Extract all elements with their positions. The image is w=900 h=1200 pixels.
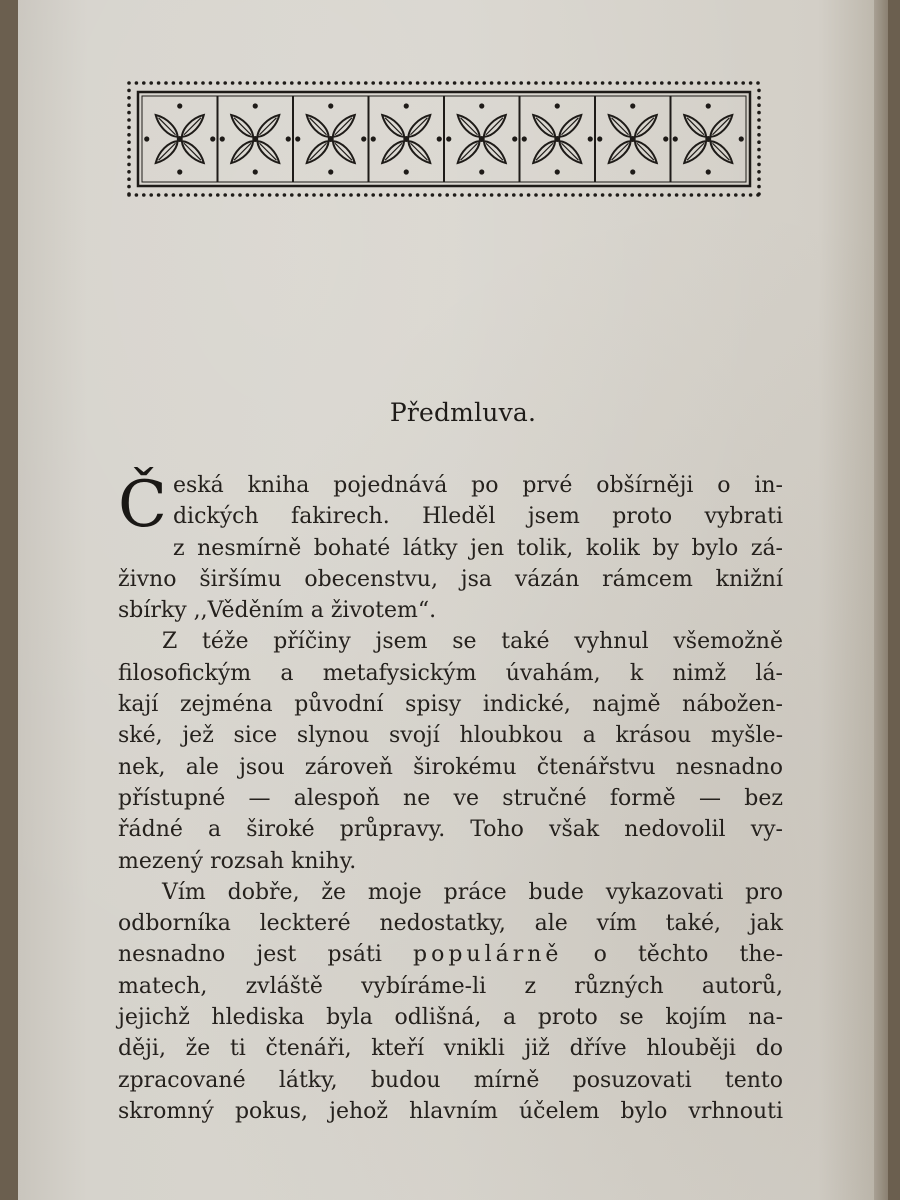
book-page — [18, 0, 888, 1200]
text-line: mezený rozsah knihy. — [118, 848, 357, 874]
ornamental-header-border — [126, 80, 762, 198]
text-line: odborníka leckteré nedostatky, ale vím také, jak — [118, 911, 783, 937]
emphasized-word: populárně — [413, 942, 563, 968]
text-line: jejichž hlediska byla odlišná, a proto se kojím na- — [118, 1005, 783, 1031]
text-line: ské, jež sice slynou svojí hloubkou a krásou myšle- — [118, 723, 783, 749]
four-leaf-flower-icon — [673, 103, 744, 174]
text-line: z nesmírně bohaté látky jen tolik, kolik by bylo zá- — [172, 535, 783, 561]
text-line: filosofickým a metafysickým úvahám, k nimž lá- — [118, 660, 783, 686]
four-leaf-flower-icon — [371, 103, 442, 174]
text-line: Z téže příčiny jsem se také vyhnul všemožně — [162, 629, 783, 655]
paragraph-2 — [118, 626, 783, 876]
paragraph-3 — [118, 877, 783, 1127]
four-leaf-flower-icon — [597, 103, 668, 174]
page-title: Předmluva. — [389, 398, 537, 427]
text-line: eská kniha pojednává po prvé obšírněji o in- — [172, 473, 783, 498]
paragraph-1 — [118, 470, 783, 626]
text-segment: o těchto the- — [562, 942, 784, 968]
book-spine-edge — [874, 0, 888, 1200]
text-line: dických fakirech. Hleděl jsem proto vybrati — [172, 504, 783, 530]
text-line: živno širšímu obecenstvu, jsa vázán rámcem knižní — [118, 566, 783, 592]
four-leaf-flower-icon — [295, 103, 366, 174]
four-leaf-flower-icon — [446, 103, 517, 174]
body-text — [118, 470, 783, 1127]
four-leaf-flower-icon — [220, 103, 291, 174]
text-line: matech, zvláště vybíráme-li z různých autorů, — [118, 973, 783, 999]
text-line: Vím dobře, že moje práce bude vykazovati pro — [162, 879, 783, 905]
text-line: skromný pokus, jehož hlavním účelem bylo vrhnouti — [118, 1098, 783, 1124]
text-line: ději, že ti čtenáři, kteří vnikli již dříve hlouběji do — [118, 1036, 783, 1062]
text-line: přístupné — alespoň ne ve stručné formě — bez — [118, 785, 783, 811]
text-line: řádné a široké průpravy. Toho však nedovolil vy- — [118, 817, 783, 843]
text-line — [118, 939, 783, 970]
text-line: kají zejména původní spisy indické, najmě nábožen- — [118, 692, 783, 718]
text-line: sbírky ,,Věděním a životem“. — [118, 598, 437, 624]
four-leaf-flower-icon — [522, 103, 593, 174]
four-leaf-flower-icon — [144, 103, 215, 174]
text-line: nek, ale jsou zároveň širokému čtenářstvu nesnadno — [118, 754, 783, 780]
drop-cap: Č — [118, 468, 167, 542]
text-line: zpracované látky, budou mírně posuzovati tento — [118, 1067, 783, 1093]
text-segment: nesnadno jest psáti — [118, 942, 414, 968]
